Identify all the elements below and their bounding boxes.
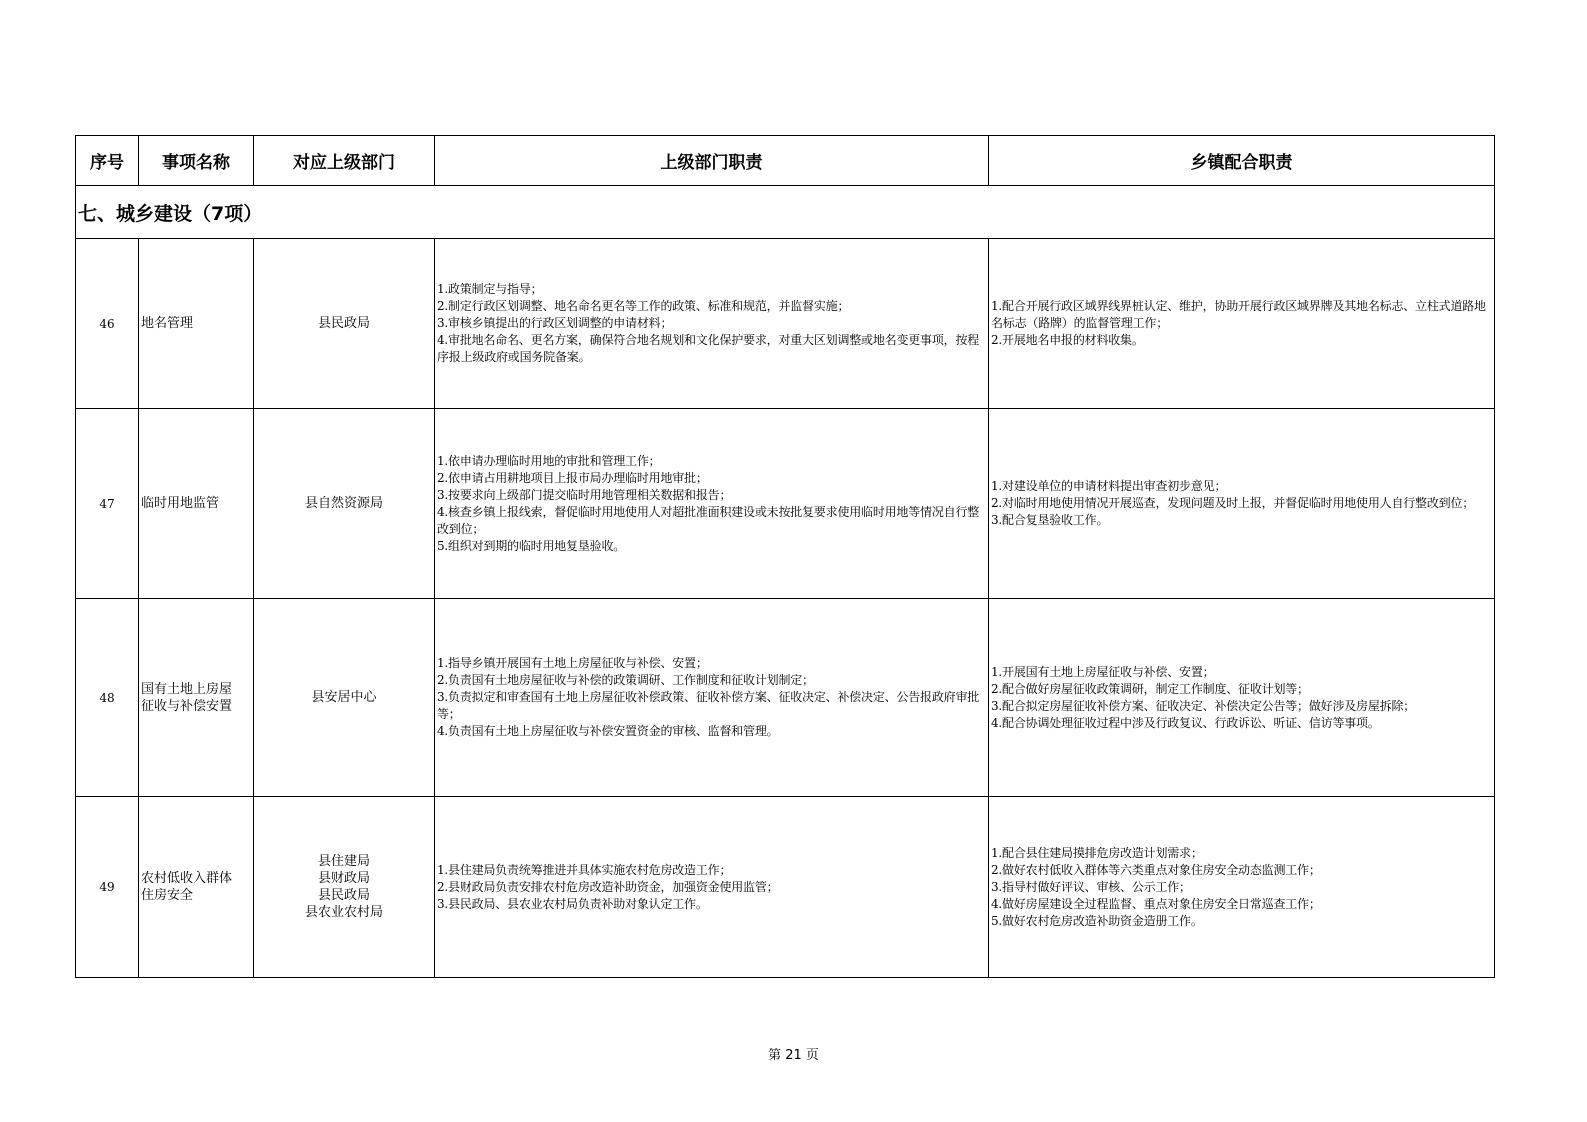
header-row bbox=[76, 136, 1495, 186]
item-name bbox=[139, 239, 254, 409]
item-name-line: 地名管理 bbox=[141, 316, 194, 331]
table-row bbox=[76, 239, 1495, 409]
item-name-line: 住房安全 bbox=[141, 888, 194, 903]
upper-duty-item: 2.制定行政区划调整、地名命名更名等工作的政策、标准和规范，并监督实施； bbox=[437, 299, 850, 313]
header-seq: 序号 bbox=[76, 136, 139, 186]
town-duty bbox=[989, 239, 1495, 409]
upper-duty-item: 4.核查乡镇上报线索，督促临时用地使用人对超批准面积建设或未按批复要求使用临时用地等情况自行整改到位； bbox=[437, 504, 980, 536]
town-duty-item: 4.配合协调处理征收过程中涉及行政复议、行政诉讼、听证、信访等事项。 bbox=[991, 715, 1380, 730]
upper-duty-item: 3.按要求向上级部门提交临时用地管理相关数据和报告； bbox=[437, 487, 732, 502]
upper-dept bbox=[254, 239, 435, 409]
upper-duty-item: 2.县财政局负责安排农村危房改造补助资金，加强资金使用监管； bbox=[437, 879, 779, 894]
item-name-line: 国有土地上房屋 bbox=[141, 681, 233, 697]
town-duty-item: 1.对建设单位的申请材料提出审查初步意见； bbox=[991, 479, 1227, 493]
page-number: 第 21 页 bbox=[768, 1048, 819, 1063]
section-row bbox=[76, 186, 1495, 239]
upper-dept bbox=[254, 599, 435, 797]
town-duty-item: 1.配合开展行政区域界线界桩认定、维护，协助开展行政区域界牌及其地名标志、立柱式道路地名标志（路牌）的监督管理工作； bbox=[991, 299, 1486, 330]
item-name bbox=[139, 599, 254, 797]
dept-line: 县住建局 bbox=[317, 854, 370, 869]
table-row bbox=[76, 409, 1495, 599]
upper-duty-item: 2.依申请占用耕地项目上报市局办理临时用地审批； bbox=[437, 470, 708, 485]
upper-duty-item: 5.组织对到期的临时用地复垦验收。 bbox=[437, 538, 626, 553]
upper-duty-item: 3.审核乡镇提出的行政区划调整的申请材料； bbox=[437, 316, 673, 330]
town-duty-item: 2.开展地名申报的材料收集。 bbox=[991, 333, 1144, 347]
dept-line: 县农业农村局 bbox=[304, 905, 383, 920]
upper-duty-item: 1.指导乡镇开展国有土地上房屋征收与补偿、安置； bbox=[437, 656, 708, 670]
upper-dept bbox=[254, 797, 435, 978]
upper-duty bbox=[435, 239, 989, 409]
header-item-name: 事项名称 bbox=[139, 136, 254, 186]
row-number: 47 bbox=[76, 409, 139, 599]
section-title: 七、城乡建设（7项） bbox=[76, 186, 1495, 239]
town-duty bbox=[989, 797, 1495, 978]
upper-duty bbox=[435, 797, 989, 978]
town-duty-item: 3.配合拟定房屋征收补偿方案、征收决定、补偿决定公告等；做好涉及房屋拆除； bbox=[991, 698, 1416, 713]
town-duty-item: 5.做好农村危房改造补助资金造册工作。 bbox=[991, 913, 1203, 928]
upper-dept bbox=[254, 409, 435, 599]
item-name-line: 征收与补偿安置 bbox=[141, 698, 233, 714]
upper-duty-item: 1.依申请办理临时用地的审批和管理工作； bbox=[437, 453, 661, 468]
upper-duty bbox=[435, 409, 989, 599]
duty-table bbox=[75, 135, 1495, 978]
dept-line: 县安居中心 bbox=[311, 690, 377, 705]
upper-duty-item: 2.负责国有土地房屋征收与补偿的政策调研、工作制度和征收计划制定； bbox=[437, 673, 814, 687]
town-duty bbox=[989, 599, 1495, 797]
upper-duty bbox=[435, 599, 989, 797]
upper-duty-item: 1.政策制定与指导； bbox=[437, 282, 543, 296]
header-town-duty: 乡镇配合职责 bbox=[989, 136, 1495, 186]
town-duty bbox=[989, 409, 1495, 599]
header-upper-duty: 上级部门职责 bbox=[435, 136, 989, 186]
upper-duty-item: 4.负责国有土地上房屋征收与补偿安置资金的审核、监督和管理。 bbox=[437, 724, 779, 738]
row-number: 49 bbox=[76, 797, 139, 978]
item-name bbox=[139, 409, 254, 599]
item-name bbox=[139, 797, 254, 978]
dept-line: 县财政局 bbox=[317, 871, 370, 886]
dept-line: 县民政局 bbox=[317, 316, 370, 331]
upper-duty-item: 3.县民政局、县农业农村局负责补助对象认定工作。 bbox=[437, 896, 708, 911]
upper-duty-item: 4.审批地名命名、更名方案，确保符合地名规划和文化保护要求，对重大区划调整或地名变更事项，按程序报上级政府或国务院备案。 bbox=[437, 333, 980, 364]
row-number: 46 bbox=[76, 239, 139, 409]
town-duty-item: 2.配合做好房屋征收政策调研，制定工作制度、征收计划等； bbox=[991, 681, 1309, 696]
town-duty-item: 4.做好房屋建设全过程监督、重点对象住房安全日常巡查工作； bbox=[991, 896, 1321, 911]
row-number: 48 bbox=[76, 599, 139, 797]
item-name-line: 农村低收入群体 bbox=[141, 871, 233, 886]
upper-duty-item: 3.负责拟定和审查国有土地上房屋征收补偿政策、征收补偿方案、征收决定、补偿决定、公告报政府审批等； bbox=[437, 690, 980, 721]
town-duty-item: 2.对临时用地使用情况开展巡查，发现问题及时上报，并督促临时用地使用人自行整改到位； bbox=[991, 496, 1475, 510]
table-row bbox=[76, 599, 1495, 797]
table-row bbox=[76, 797, 1495, 978]
town-duty-item: 3.配合复垦验收工作。 bbox=[991, 513, 1109, 527]
dept-line: 县民政局 bbox=[317, 888, 370, 903]
upper-duty-item: 1.县住建局负责统筹推进并具体实施农村危房改造工作； bbox=[437, 862, 732, 877]
header-dept: 对应上级部门 bbox=[254, 136, 435, 186]
town-duty-item: 1.配合县住建局摸排危房改造计划需求； bbox=[991, 845, 1203, 860]
town-duty-item: 2.做好农村低收入群体等六类重点对象住房安全动态监测工作； bbox=[991, 862, 1321, 877]
item-name-line: 临时用地监管 bbox=[141, 496, 220, 511]
dept-line: 县自然资源局 bbox=[304, 496, 383, 511]
town-duty-item: 1.开展国有土地上房屋征收与补偿、安置； bbox=[991, 664, 1215, 679]
town-duty-item: 3.指导村做好评议、审核、公示工作； bbox=[991, 879, 1191, 894]
